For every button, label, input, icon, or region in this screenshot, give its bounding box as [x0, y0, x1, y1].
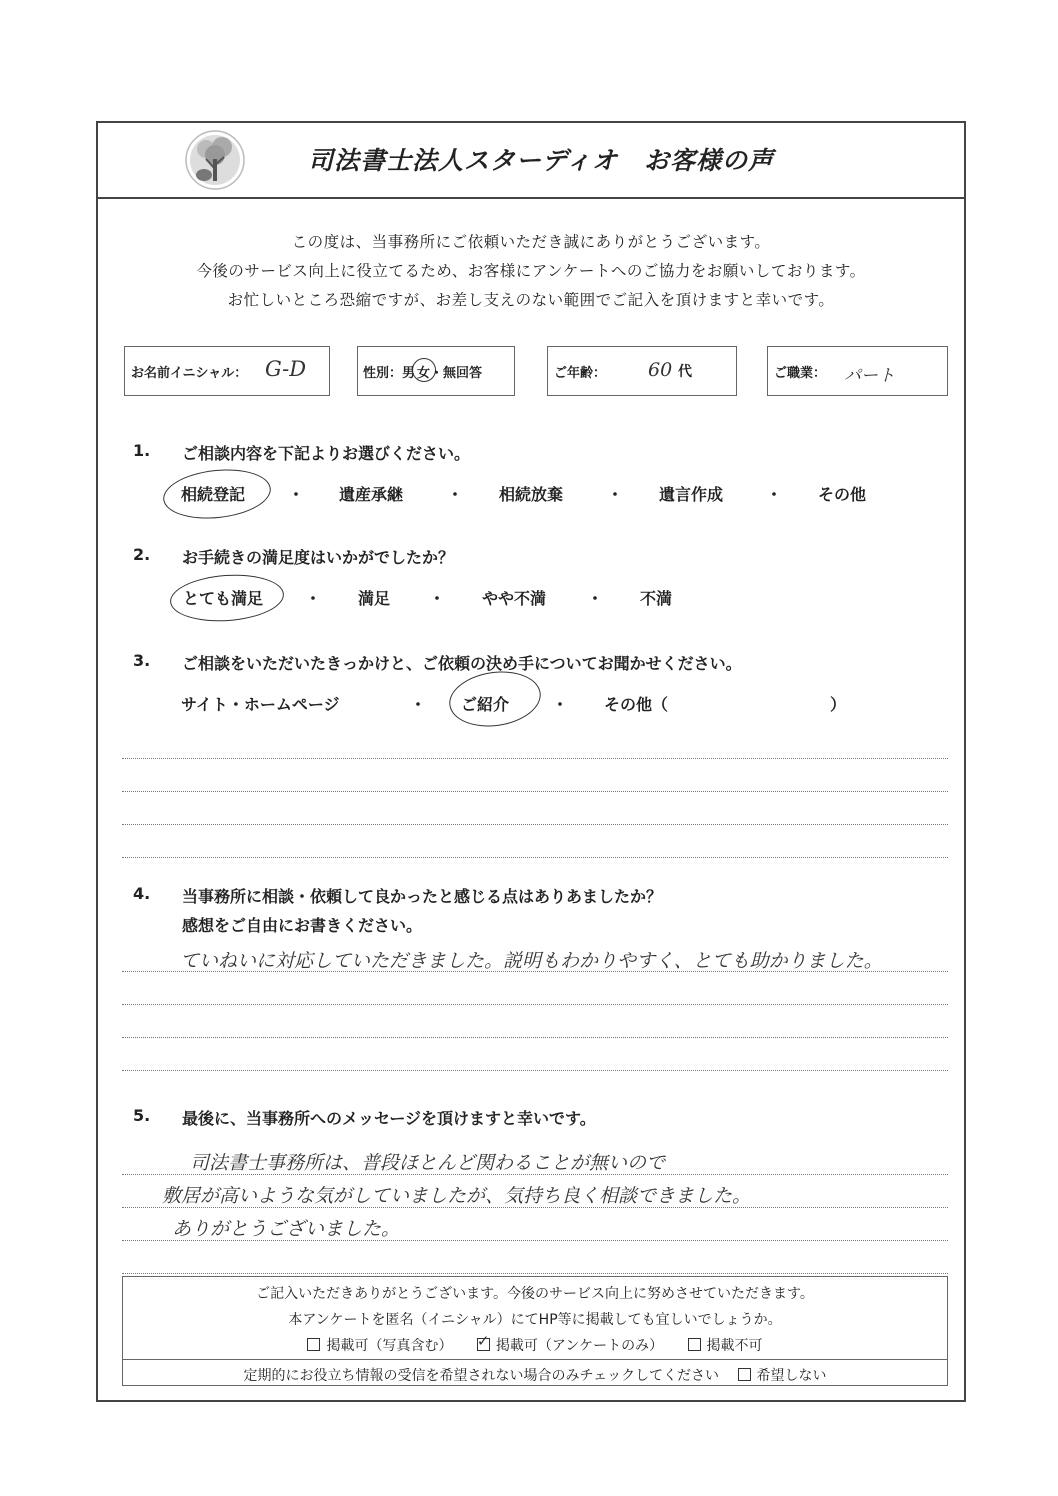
gender-female-text: 女	[417, 366, 431, 381]
page-title: 司法書士法人スターディオ お客様の声	[308, 146, 775, 175]
q2-option-somewhat-dissatisfied[interactable]: やや不満	[482, 589, 547, 608]
q3-text: ご相談をいただいたきっかけと、ご依頼の決め手についてお聞かせください。	[182, 654, 742, 673]
checkbox-icon[interactable]	[688, 1338, 701, 1351]
checkbox-checked-icon[interactable]	[477, 1338, 490, 1351]
gender-field[interactable]	[357, 346, 515, 396]
separator: ・	[288, 485, 305, 504]
gender-none-option: 無回答	[443, 366, 483, 381]
q2-option-very-satisfied[interactable]: とても満足	[183, 589, 264, 608]
q2-number: 2.	[133, 545, 151, 564]
q4-answer-line-1: ていねいに対応していただきました。説明もわかりやすく、とても助かりました。	[180, 950, 883, 972]
q5-text: 最後に、当事務所へのメッセージを頂けますと幸いです。	[182, 1109, 596, 1128]
q1-option-inheritance-registration[interactable]: 相続登記	[181, 485, 246, 504]
q2-option-satisfied[interactable]: 満足	[358, 589, 391, 608]
q5-number: 5.	[133, 1106, 151, 1125]
footer-permission-question: 本アンケートを匿名（イニシャル）にてHP等に掲載しても宜しいでしょうか。	[288, 1312, 782, 1328]
permission-survey-only[interactable]	[477, 1338, 663, 1354]
permission-with-photo-label: 掲載可（写真含む）	[326, 1338, 453, 1354]
age-field[interactable]	[547, 346, 737, 396]
separator: ・	[447, 485, 464, 504]
footer-thanks: ご記入いただきありがとうございます。今後のサービス向上に努めさせていただきます。	[256, 1286, 814, 1302]
q1-option-estate-succession[interactable]: 遺産承継	[339, 485, 404, 504]
gender-label-wrap	[363, 362, 482, 381]
answer-rule	[122, 1070, 948, 1071]
answer-rule	[122, 1174, 948, 1175]
gender-female-option	[417, 362, 430, 381]
q3-close-paren: ）	[830, 695, 847, 714]
answer-rule	[122, 1004, 948, 1005]
job-field[interactable]	[767, 346, 948, 396]
separator: ・	[305, 589, 322, 608]
q1-option-renunciation[interactable]: 相続放棄	[499, 485, 564, 504]
q5-answer-line-1: 司法書士事務所は、普段ほとんど関わることが無いので	[190, 1152, 666, 1174]
q4-subtext: 感想をご自由にお書きください。	[182, 916, 423, 935]
answer-rule	[122, 1037, 948, 1038]
separator: ・	[607, 485, 624, 504]
initial-label: お名前イニシャル：	[131, 366, 248, 381]
permission-denied[interactable]	[688, 1338, 763, 1354]
answer-rule	[122, 971, 948, 972]
age-unit: 代	[678, 364, 692, 380]
checkbox-icon[interactable]	[307, 1338, 320, 1351]
answer-rule	[122, 791, 948, 792]
q2-option-dissatisfied[interactable]: 不満	[640, 589, 673, 608]
answer-rule	[122, 857, 948, 858]
q5-answer-line-2: 敷居が高いような気がしていましたが、気持ち良く相談できました。	[162, 1185, 752, 1207]
q3-option-website[interactable]: サイト・ホームページ	[181, 695, 340, 714]
answer-rule	[122, 758, 948, 759]
footer-box	[122, 1276, 948, 1386]
separator: ・	[410, 695, 427, 714]
separator: ・	[552, 695, 569, 714]
age-label: ご年齢：	[554, 366, 607, 381]
permission-denied-label: 掲載不可	[706, 1338, 763, 1354]
q3-option-other[interactable]: その他（	[604, 695, 669, 714]
newsletter-optout	[123, 1365, 947, 1385]
tree-logo-icon	[184, 129, 246, 191]
answer-rule	[122, 824, 948, 825]
q3-number: 3.	[133, 651, 151, 670]
q1-number: 1.	[133, 441, 151, 460]
job-label: ご職業：	[774, 366, 827, 381]
gender-separator: ・	[430, 366, 444, 381]
answer-rule	[122, 1273, 948, 1274]
q1-option-will[interactable]: 遺言作成	[659, 485, 724, 504]
gender-label: 性別：男	[363, 366, 416, 381]
q5-answer-line-3: ありがとうございました。	[172, 1218, 401, 1240]
answer-rule	[122, 1240, 948, 1241]
job-value: パート	[844, 366, 895, 386]
q4-text: 当事務所に相談・依頼して良かったと感じる点はありあましたか？	[182, 887, 663, 906]
initial-field[interactable]	[124, 346, 330, 396]
newsletter-optout-label: 希望しない	[756, 1368, 827, 1384]
header	[96, 121, 966, 199]
separator: ・	[587, 589, 604, 608]
q1-option-other[interactable]: その他	[818, 485, 867, 504]
footer-divider	[123, 1359, 947, 1360]
q1-text: ご相談内容を下記よりお選びください。	[182, 444, 471, 463]
footer-permission-options	[123, 1335, 947, 1355]
newsletter-optout-text: 定期的にお役立ち情報の受信を希望されない場合のみチェックしてください	[243, 1368, 720, 1384]
q4-number: 4.	[133, 884, 151, 903]
q3-option-referral[interactable]: ご紹介	[461, 695, 510, 714]
intro-line-2: 今後のサービス向上に役立てるため、お客様にアンケートへのご協力をお願いしております。	[196, 262, 866, 280]
newsletter-optout-option[interactable]	[738, 1368, 827, 1384]
separator: ・	[429, 589, 446, 608]
gender-selected-circle	[412, 358, 436, 382]
survey-frame	[96, 121, 966, 1402]
intro-line-3: お忙しいところ恐縮ですが、お差し支えのない範囲でご記入を頂けますと幸いです。	[227, 291, 835, 309]
permission-with-photo[interactable]	[307, 1338, 452, 1354]
checkbox-icon[interactable]	[738, 1368, 751, 1381]
separator: ・	[766, 485, 783, 504]
intro-line-1: この度は、当事務所にご依頼いただき誠にありがとうございます。	[291, 233, 771, 251]
answer-rule	[122, 1207, 948, 1208]
age-value: 60	[648, 359, 673, 381]
initial-value: G-D	[265, 357, 307, 381]
q2-text: お手続きの満足度はいかがでしたか？	[182, 548, 455, 567]
permission-survey-only-label: 掲載可（アンケートのみ）	[495, 1338, 664, 1354]
